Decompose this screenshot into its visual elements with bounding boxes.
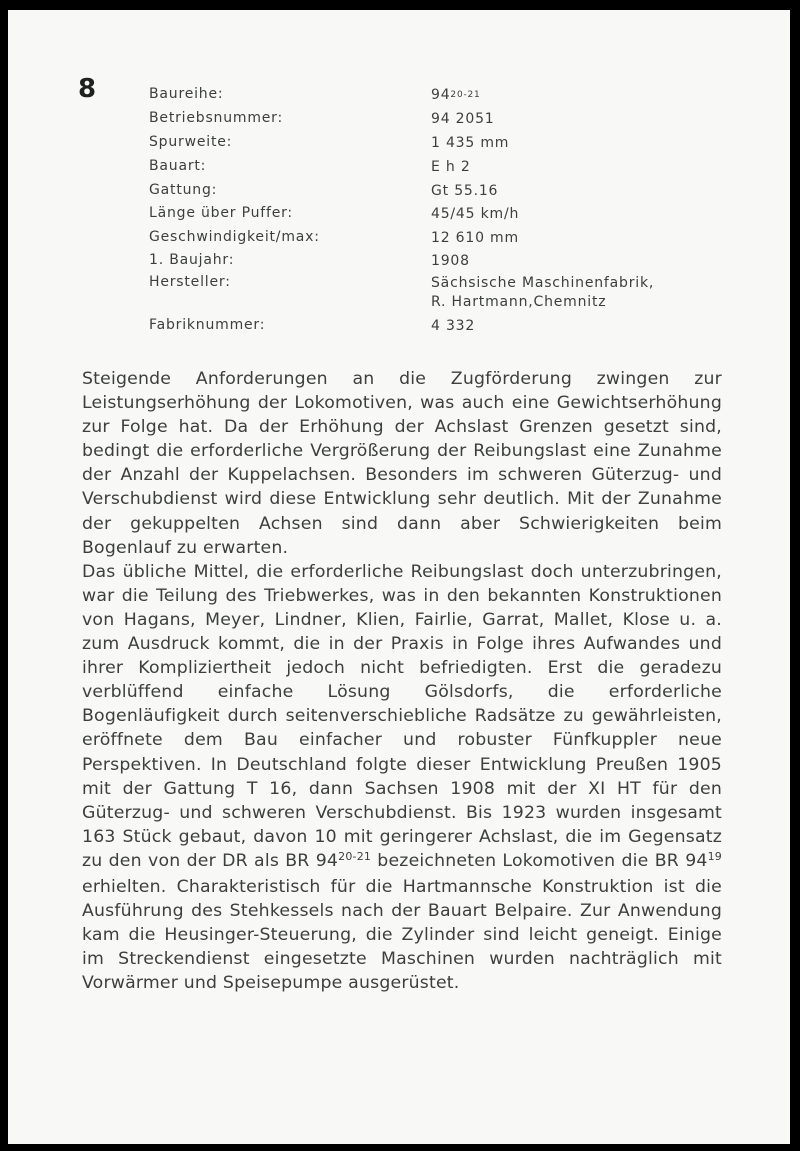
- spec-label: Länge über Puffer:: [149, 205, 293, 221]
- spec-label: Betriebsnummer:: [149, 110, 284, 126]
- spec-value: 45/45 km/h: [431, 206, 520, 222]
- spec-label: Spurweite:: [149, 134, 233, 150]
- card-number: 8: [78, 74, 97, 104]
- paragraph-history: [82, 560, 722, 996]
- spec-value-sup: 20-21: [450, 90, 481, 100]
- spec-label: Fabriknummer:: [149, 317, 266, 333]
- paragraph-text: bezeichneten Lokomotiven die BR 94: [371, 850, 708, 871]
- spec-value: 1 435 mm: [431, 135, 510, 151]
- spec-value: E h 2: [431, 159, 471, 175]
- spec-value: [431, 86, 481, 107]
- spec-label: 1. Baujahr:: [149, 252, 235, 268]
- spec-label: Baureihe:: [149, 86, 224, 102]
- spec-value-line: Sächsische Maschinenfabrik,: [431, 275, 655, 291]
- info-card: [8, 10, 790, 1144]
- superscript: 20-21: [338, 849, 372, 863]
- spec-value: [431, 274, 654, 312]
- spec-value: 1908: [431, 253, 470, 269]
- spec-value: 4 332: [431, 318, 476, 334]
- spec-value-main: 94: [431, 87, 451, 103]
- spec-value: 94 2051: [431, 111, 495, 127]
- superscript: 19: [707, 849, 723, 863]
- spec-value-line: R. Hartmann,Chemnitz: [431, 294, 607, 310]
- spec-label: Gattung:: [149, 182, 218, 198]
- spec-value: Gt 55.16: [431, 183, 499, 199]
- paragraph-text: Das übliche Mittel, die erforderliche Reibungslast doch unterzubringen, war die Teilung des Triebwerkes, was in den bekannten Konstruktionen von Hagans, Meyer, Lindner, Klien, Fairlie, Garrat, Mallet, Klose u. a. zum Ausdruck kommt, die in der Praxis in Folge ihres Aufwandes und ihrer Kompliziertheit jedoch nicht befriedigten. Erst die geradezu verblüffend einfache Lösung Gölsdorfs, die erforderliche Bogenläufigkeit durch seitenverschiebliche Radsätze zu gewährleisten, eröffnete dem Bau einfacher und robuster Fünfkuppler neue Perspektiven. In Deutschland folgte dieser Entwicklung Preußen 1905 mit der Gattung T 16, dann Sachsen 1908 mit der XI HT für den Güterzug- und schweren Verschubdienst. Bis 1923 wurden insgesamt 163 Stück gebaut, davon 10 mit geringerer Achslast, die im Gegensatz zu den von der DR als BR 94: [82, 561, 722, 871]
- paragraph-intro: Steigende Anforderungen an die Zugförderung zwingen zur Leistungserhöhung der Lokomotiven, was auch eine Gewichtserhöhung zur Folge hat. Da der Erhöhung der Achslast Grenzen gesetzt sind, bedingt die erforderliche Vergrößerung der Reibungslast eine Zunahme der Anzahl der Kuppelachsen. Besonders im schweren Güterzug- und Verschubdienst wird diese Entwicklung sehr deutlich. Mit der Zunahme der gekuppelten Achsen sind dann aber Schwierigkeiten beim Bogenlauf zu erwarten.: [82, 369, 722, 558]
- spec-label: Bauart:: [149, 158, 207, 174]
- spec-label: Hersteller:: [149, 274, 231, 290]
- paragraph-text: erhielten. Charakteristisch für die Hartmannsche Konstruktion ist die Ausführung des Stehkessels nach der Bauart Belpaire. Zur Anwendung kam die Heusinger-Steuerung, die Zylinder sind leicht geneigt. Einige im Streckendienst eingesetzte Maschinen wurden nachträglich mit Vorwärmer und Speisepumpe ausgerüstet.: [82, 876, 722, 994]
- description-text: [82, 367, 722, 995]
- spec-label: Geschwindigkeit/max:: [149, 229, 320, 245]
- spec-value: 12 610 mm: [431, 230, 519, 246]
